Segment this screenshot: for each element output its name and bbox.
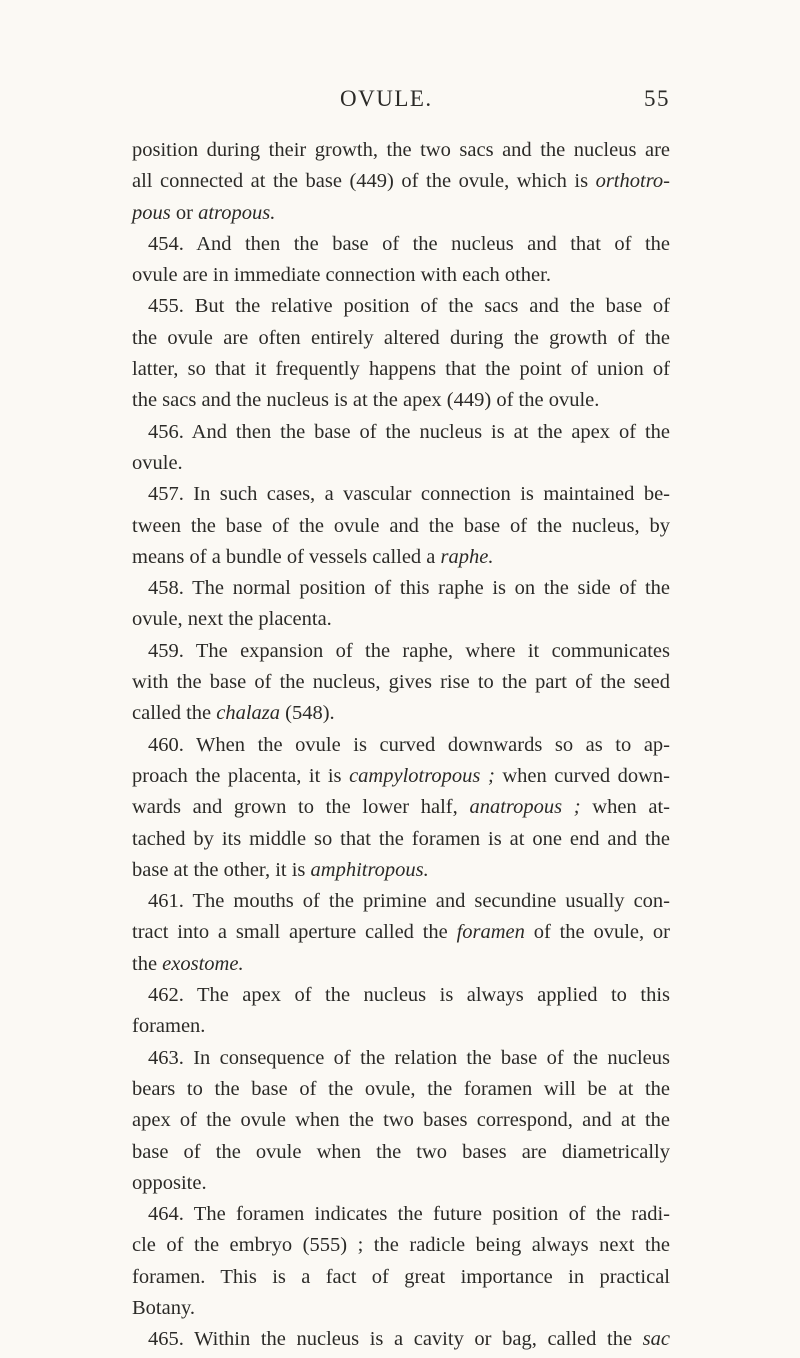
text-line [132, 1074, 670, 1105]
line-text: the ovule are often entirely altered during the growth of the [132, 326, 670, 349]
line-text: ovule. [132, 451, 183, 474]
text-line [132, 511, 670, 542]
line-text: 455. But the relative position of the sacs and the base of [148, 295, 670, 318]
italic-term: campylotropous ; [349, 764, 495, 787]
text-line [132, 980, 670, 1011]
text-line [132, 917, 670, 948]
line-text: 464. The foramen indicates the future position of the radi- [148, 1203, 670, 1226]
line-text: 460. When the ovule is curved downwards so as to ap- [148, 733, 670, 756]
line-text: all connected at the base (449) of the ovule, which is [132, 170, 596, 193]
text-line [132, 542, 670, 573]
text-line [132, 730, 670, 761]
line-text: tween the base of the ovule and the base of the nucleus, by [132, 514, 670, 537]
body-text [132, 135, 670, 1356]
italic-term: exostome. [162, 952, 244, 975]
italic-term: pous [132, 201, 171, 224]
text-line [132, 448, 670, 479]
text-line [132, 604, 670, 635]
text-line [132, 1168, 670, 1199]
text-line [132, 323, 670, 354]
line-text: wards and grown to the lower half, [132, 796, 470, 819]
line-text: position during their growth, the two sacs and the nucleus are [132, 139, 670, 161]
text-line [132, 855, 670, 886]
italic-term: atropous. [198, 201, 276, 224]
text-line [132, 229, 670, 260]
line-text: when at- [580, 796, 670, 819]
italic-term: amphitropous. [310, 858, 429, 881]
italic-term: foramen [456, 921, 525, 944]
line-text: base of the ovule when the two bases are diametrically [132, 1140, 670, 1163]
line-text: 465. Within the nucleus is a cavity or bag, called the [148, 1328, 643, 1351]
text-line [132, 1262, 670, 1293]
line-text: base at the other, it is [132, 858, 311, 881]
line-text: with the base of the nucleus, gives rise to the part of the seed [132, 671, 670, 694]
text-line [132, 792, 670, 823]
page-number: 55 [644, 86, 670, 111]
line-text: means of a bundle of vessels called a [132, 545, 441, 568]
line-text: 457. In such cases, a vascular connection is maintained be- [148, 483, 670, 506]
line-text: foramen. This is a fact of great importance in practical [132, 1265, 670, 1288]
text-line [132, 260, 670, 291]
line-text: ovule, next the placenta. [132, 608, 332, 631]
line-text: 458. The normal position of this raphe is on the side of the [148, 577, 670, 600]
text-line [132, 636, 670, 667]
text-line [132, 198, 670, 229]
line-text: called the [132, 702, 217, 725]
text-line [132, 354, 670, 385]
text-line [132, 573, 670, 604]
italic-term: orthotro- [595, 170, 670, 193]
line-text: apex of the ovule when the two bases correspond, and at the [132, 1109, 670, 1132]
text-line [132, 166, 670, 197]
text-line [132, 1137, 670, 1168]
text-line [132, 949, 670, 980]
text-line [132, 1011, 670, 1042]
text-line [132, 479, 670, 510]
line-text: the [132, 952, 163, 975]
line-text: ovule are in immediate connection with each other. [132, 264, 551, 287]
text-line [132, 291, 670, 322]
line-text: 461. The mouths of the primine and secundine usually con- [148, 890, 670, 913]
line-text: foramen. [132, 1015, 206, 1038]
line-text: the sacs and the nucleus is at the apex (449) of the ovule. [132, 389, 600, 412]
italic-term: raphe. [440, 545, 494, 568]
text-line [132, 698, 670, 729]
line-text: latter, so that it frequently happens that the point of union of [132, 358, 670, 381]
line-text: when curved down- [494, 764, 670, 787]
line-text: 456. And then the base of the nucleus is at the apex of the [148, 420, 670, 443]
line-text: tract into a small aperture called the [132, 921, 457, 944]
italic-term: sac [642, 1328, 670, 1351]
running-title: OVULE. [340, 86, 433, 111]
italic-term: chalaza [216, 702, 281, 725]
italic-term: anatropous ; [469, 796, 581, 819]
line-text: (548). [280, 702, 335, 725]
line-text: 459. The expansion of the raphe, where it communicates [148, 639, 670, 662]
line-text: cle of the embryo (555) ; the radicle being always next the [132, 1234, 670, 1257]
line-text: or [170, 201, 199, 224]
line-text: 454. And then the base of the nucleus and that of the [148, 232, 670, 255]
text-line [132, 1293, 670, 1324]
text-line [132, 1230, 670, 1261]
line-text: Botany. [132, 1296, 196, 1319]
line-text: bears to the base of the ovule, the foramen will be at the [132, 1077, 670, 1100]
line-text: 462. The apex of the nucleus is always applied to this [148, 984, 670, 1007]
text-line [132, 385, 670, 416]
text-line [132, 1043, 670, 1074]
text-line [132, 1105, 670, 1136]
text-line [132, 417, 670, 448]
line-text: of the ovule, or [524, 921, 670, 944]
text-line [132, 761, 670, 792]
line-text: opposite. [132, 1171, 207, 1194]
text-line [132, 667, 670, 698]
text-line [132, 1324, 670, 1355]
line-text: tached by its middle so that the foramen is at one end and the [132, 827, 670, 850]
line-text: proach the placenta, it is [132, 764, 350, 787]
text-line [132, 1199, 670, 1230]
text-line [132, 135, 670, 166]
text-line [132, 886, 670, 917]
line-text: 463. In consequence of the relation the base of the nucleus [148, 1046, 670, 1069]
running-header [340, 86, 670, 120]
text-line [132, 824, 670, 855]
